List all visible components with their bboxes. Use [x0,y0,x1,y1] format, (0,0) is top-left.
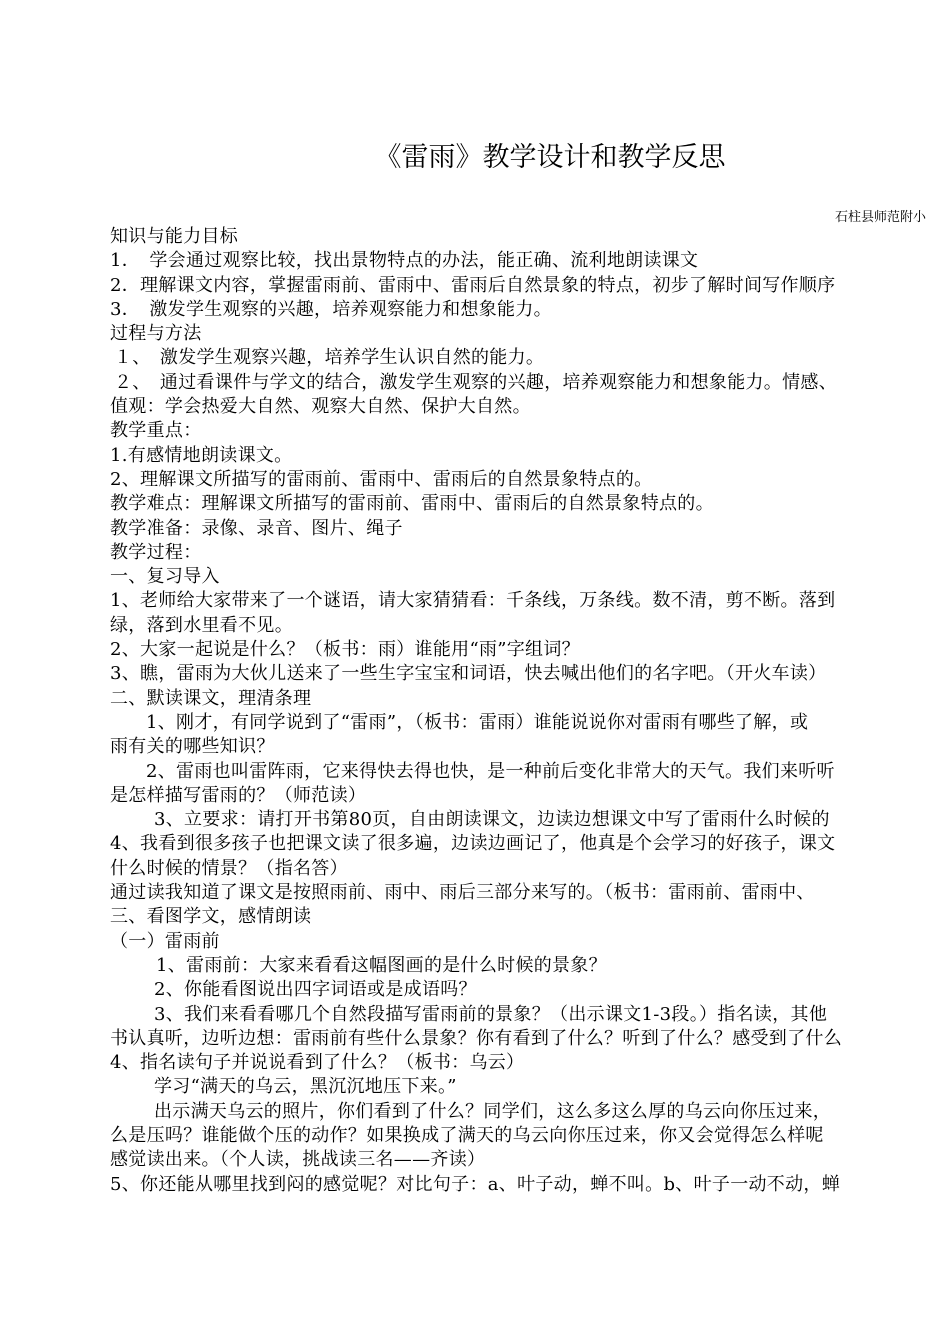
text-line: 3、立要求：请打开书第80页，自由朗读课文，边读边想课文中写了雷雨什么时候的 [154,809,830,831]
text-line: 书认真听，边听边想：雷雨前有些什么景象？你有看到了什么？听到了什么？感受到了什么 [110,1027,842,1049]
text-line: ２、 通过看课件与学文的结合，激发学生观察的兴趣，培养观察能力和想象能力。情感、 [114,371,837,393]
text-line: 2．理解课文内容，掌握雷雨前、雷雨中、雷雨后自然景象的特点，初步了解时间写作顺序 [110,274,836,296]
text-line: 三、看图学文，感情朗读 [110,906,312,928]
text-line: １、 激发学生观察兴趣，培养学生认识自然的能力。 [114,347,545,369]
text-line: 感觉读出来。（个人读，挑战读三名——齐读） [110,1149,486,1171]
text-line: 教学难点：理解课文所描写的雷雨前、雷雨中、雷雨后的自然景象特点的。 [110,493,714,515]
text-line: 教学准备：录像、录音、图片、绳子 [110,517,403,539]
text-line: 1、老师给大家带来了一个谜语，请大家猜猜看：千条线，万条线。数不清，剪不断。落到 [110,590,836,612]
text-line: 学习“满天的乌云，黑沉沉地压下来。” [154,1076,457,1098]
text-line: 过程与方法 [110,323,202,345]
text-line: 2、你能看图说出四字词语或是成语吗？ [154,979,477,1001]
text-line: 知识与能力目标 [110,226,239,247]
text-line: 3、我们来看看哪几个自然段描写雷雨前的景象？（出示课文1-3段。）指名读，其他 [154,1003,828,1025]
document-body [110,225,950,1197]
text-line: 一、复习导入 [110,566,220,588]
text-line: 值观：学会热爱大自然、观察大自然、保护大自然。 [110,396,531,418]
text-line: 出示满天乌云的照片，你们看到了什么？同学们，这么多这么厚的乌云向你压过来， [154,1100,832,1122]
text-line: 是怎样描写雷雨的？（师范读） [110,784,367,806]
text-line: 3、瞧，雷雨为大伙儿送来了一些生字宝宝和词语，快去喊出他们的名字吧。（开火车读） [110,663,827,685]
text-line: 5、你还能从哪里找到闷的感觉呢？对比句子：a、叶子动，蝉不叫。b、叶子一动不动，蝉 [110,1173,841,1195]
text-line: 1． 学会通过观察比较，找出景物特点的办法，能正确、流利地朗读课文 [110,250,699,272]
text-line: 通过读我知道了课文是按照雨前、雨中、雨后三部分来写的。（板书：雷雨前、雷雨中、 [110,882,815,904]
text-line: 2、大家一起说是什么？（板书：雨）谁能用“雨”字组词？ [110,639,580,661]
text-line: 4、指名读句子并说说看到了什么？（板书：乌云） [110,1052,525,1074]
text-line: 什么时候的情景？（指名答） [110,857,348,879]
document-title: 《雷雨》教学设计和教学反思 [374,142,726,173]
text-line: 3． 激发学生观察的兴趣，培养观察能力和想象能力。 [110,298,552,320]
text-line: 1、刚才，有同学说到了“雷雨”，（板书：雷雨）谁能说说你对雷雨有哪些了解，或 [146,711,809,733]
text-line: 教学重点： [110,420,202,442]
text-line: 4、我看到很多孩子也把课文读了很多遍，边读边画记了，他真是个会学习的好孩子，课文 [110,833,836,855]
text-line: （一）雷雨前 [110,930,220,952]
text-line: 教学过程： [110,541,202,563]
text-line: 二、默读课文，理清条理 [110,687,312,709]
text-line: 雨有关的哪些知识？ [110,736,275,758]
text-line: 1.有感情地朗读课文。 [110,444,293,466]
text-line: 1、雷雨前：大家来看看这幅图画的是什么时候的景象？ [156,954,607,976]
text-line: 2、雷雨也叫雷阵雨，它来得快去得也快，是一种前后变化非常大的天气。我们来听听 [146,760,835,782]
document-author: 石柱县师范附小 [835,210,927,225]
text-line: 2、理解课文所描写的雷雨前、雷雨中、雷雨后的自然景象特点的。 [110,468,653,490]
text-line: 绿，落到水里看不见。 [110,614,293,636]
text-line: 么是压吗？谁能做个压的动作？如果换成了满天的乌云向你压过来，你又会觉得怎么样呢 [110,1124,824,1146]
